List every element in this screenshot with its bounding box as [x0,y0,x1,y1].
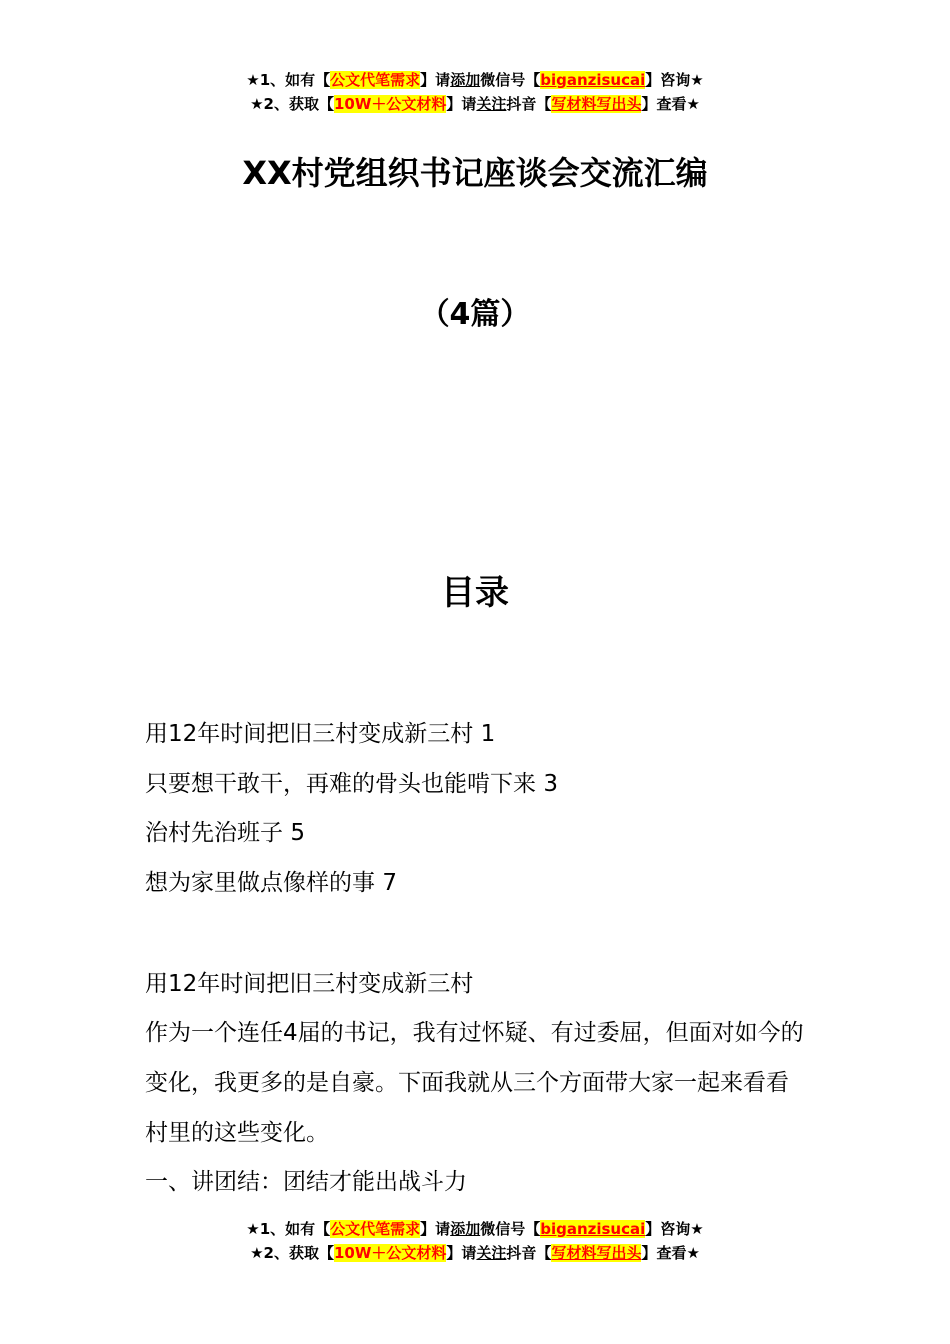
banner-text: 微信号【 [480,1220,541,1238]
toc-item-page: 1 [480,721,496,747]
toc-item-page: 7 [382,869,397,896]
banner-text: 】请 [446,1244,477,1262]
banner-text: 微信号【 [480,71,541,89]
body-paragraph: 作为一个连任4届的书记，我有过怀疑、有过委屈，但面对如今的变化，我更多的是自豪。下面我就从三个方面带大家一起来看看村里的这些变化。 [145,1020,804,1146]
banner-text: 】咨询★ [645,71,704,89]
banner-highlight: 公文代笔需求 [330,1220,421,1238]
banner-text: 】请 [420,1220,451,1238]
toc-item[interactable] [145,809,825,859]
banner-text: ★2、获取【 [250,95,334,113]
table-of-contents [145,710,825,908]
banner-text: ★1、如有【 [246,71,331,89]
banner-underlined-text: 关注 [476,95,507,113]
banner-highlight: 公文代笔需求 [330,71,421,89]
toc-item-page: 5 [290,820,305,846]
banner-text: 】请 [420,71,451,89]
banner-text: 抖音【 [506,95,552,113]
toc-item-text: 想为家里做点像样的事 [145,869,375,896]
banner-text: ★2、获取【 [250,1244,334,1262]
bottom-banner [0,1217,950,1265]
toc-item-text: 用12年时间把旧三村变成新三村 [145,721,474,747]
banner-douyin-id: 写材料写出头 [551,95,642,113]
banner-wechat-id: biganzisucai [540,1220,646,1238]
banner-highlight: 10W＋公文材料 [333,1244,447,1262]
toc-heading: 目录 [441,573,509,613]
banner-line-2 [0,1241,950,1265]
toc-item-page: 3 [543,770,558,797]
banner-line-1 [0,1217,950,1241]
banner-text: 】咨询★ [645,1220,704,1238]
section-title: 用12年时间把旧三村变成新三村 [145,971,474,997]
banner-text: 】查看★ [641,95,700,113]
banner-douyin-id: 写材料写出头 [551,1244,642,1262]
toc-item[interactable] [145,760,825,810]
banner-wechat-id: biganzisucai [540,71,646,89]
banner-line-2 [0,92,950,116]
document-title: XX村党组织书记座谈会交流汇编 [242,154,708,192]
banner-text: 】查看★ [641,1244,700,1262]
toc-item[interactable] [145,859,825,909]
toc-item[interactable] [145,710,825,760]
banner-highlight: 10W＋公文材料 [333,95,447,113]
section-heading: 一、讲团结：团结才能出战斗力 [145,1169,467,1195]
banner-underlined-text: 添加 [450,71,481,89]
banner-underlined-text: 关注 [476,1244,507,1262]
toc-item-text: 治村先治班子 [145,820,283,846]
toc-item-text: 只要想干敢干，再难的骨头也能啃下来 [145,770,536,797]
top-banner [0,68,950,116]
banner-text: ★1、如有【 [246,1220,331,1238]
banner-text: 抖音【 [506,1244,552,1262]
banner-text: 】请 [446,95,477,113]
document-subtitle: （4篇） [419,297,531,332]
banner-line-1 [0,68,950,92]
banner-underlined-text: 添加 [450,1220,481,1238]
